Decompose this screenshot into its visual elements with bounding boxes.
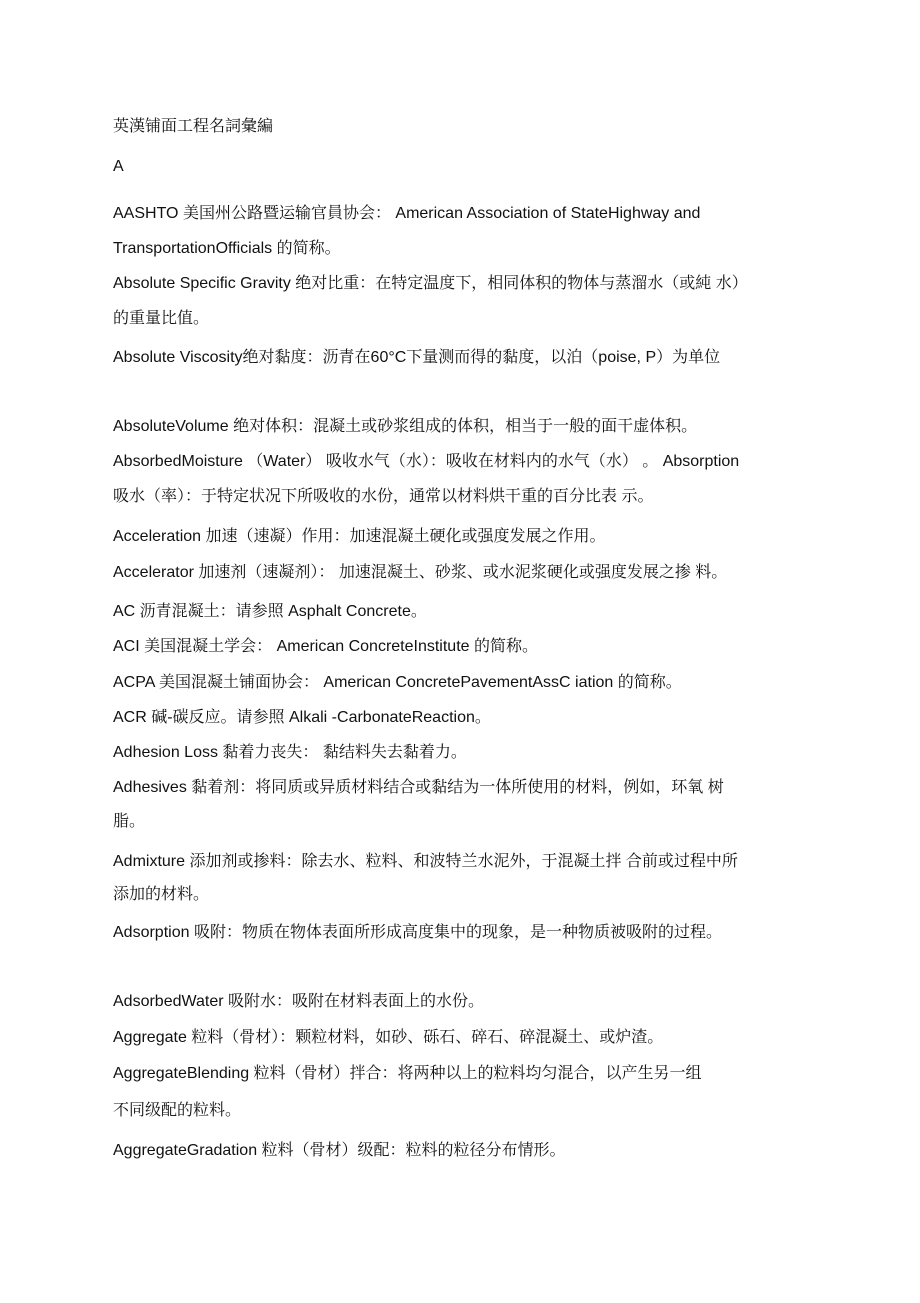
entry-line: AdsorbedWater 吸附水：吸附在材料表面上的水份。	[113, 993, 485, 1010]
entry-line: AbsorbedMoisture （Water） 吸收水气（水）：吸收在材料内的水气（水） 。 Absorption	[113, 453, 740, 470]
entry-line: ACPA 美国混凝土铺面协会： American ConcretePavementAssC iation 的简称。	[113, 674, 682, 691]
entry-line: Admixture 添加剂或掺料：除去水、粒料、和波特兰水泥外，于混凝土拌 合前或过程中所	[113, 853, 738, 870]
entry-line: Adsorption 吸附：物质在物体表面所形成高度集中的现象，是一种物质被吸附的过程。	[113, 924, 722, 941]
entry-line: Absolute Viscosity绝对黏度：沥青在60°C下量测而得的黏度，以泊（poise, P）为单位	[113, 349, 721, 366]
entry-line: AC 沥青混凝土：请参照 Asphalt Concrete。	[113, 603, 427, 620]
section-letter: A	[113, 158, 124, 175]
entry-line: Accelerator 加速剂（速凝剂）： 加速混凝土、砂浆、或水泥浆硬化或强度发展之掺 料。	[113, 564, 728, 581]
entry-line: Aggregate 粒料（骨材）：颗粒材料，如砂、砾石、碎石、碎混凝土、或炉渣。	[113, 1029, 664, 1046]
entry-line: Absolute Specific Gravity 绝对比重：在特定温度下，相同体积的物体与蒸溜水（或純 水）	[113, 275, 748, 292]
entry-line: AASHTO 美国州公路暨运输官員协会： American Association of StateHighway and	[113, 205, 701, 222]
document-title: 英漢铺面工程名詞彙編	[113, 118, 274, 135]
entry-line: TransportationOfficials 的简称。	[113, 240, 341, 257]
entry-line: ACI 美国混凝土学会： American ConcreteInstitute 的简称。	[113, 638, 538, 655]
entry-line: Adhesives 黏着剂：将同质或异质材料结合或黏结为一体所使用的材料，例如，环氧 树	[113, 779, 724, 796]
entry-line: 添加的材料。	[113, 886, 210, 903]
entry-line: AggregateGradation 粒料（骨材）级配：粒料的粒径分布情形。	[113, 1142, 566, 1159]
entry-line: 的重量比值。	[113, 310, 210, 327]
entry-line: AbsoluteVolume 绝对体积：混凝土或砂浆组成的体积，相当于一般的面干虚体积。	[113, 418, 698, 435]
entry-line: 脂。	[113, 813, 146, 830]
entry-line: Adhesion Loss 黏着力丧失： 黏结料失去黏着力。	[113, 744, 467, 761]
entry-line: Acceleration 加速（速凝）作用：加速混凝土硬化或强度发展之作用。	[113, 528, 606, 545]
entry-line: 不同级配的粒料。	[113, 1102, 242, 1119]
entry-line: ACR 碱-碳反应。请参照 Alkali -CarbonateReaction。	[113, 709, 491, 726]
entry-line: 吸水（率）：于特定状况下所吸收的水份，通常以材料烘干重的百分比表 示。	[113, 488, 654, 505]
entry-line: AggregateBlending 粒料（骨材）拌合：将两种以上的粒料均匀混合，以产生另一组	[113, 1065, 702, 1082]
